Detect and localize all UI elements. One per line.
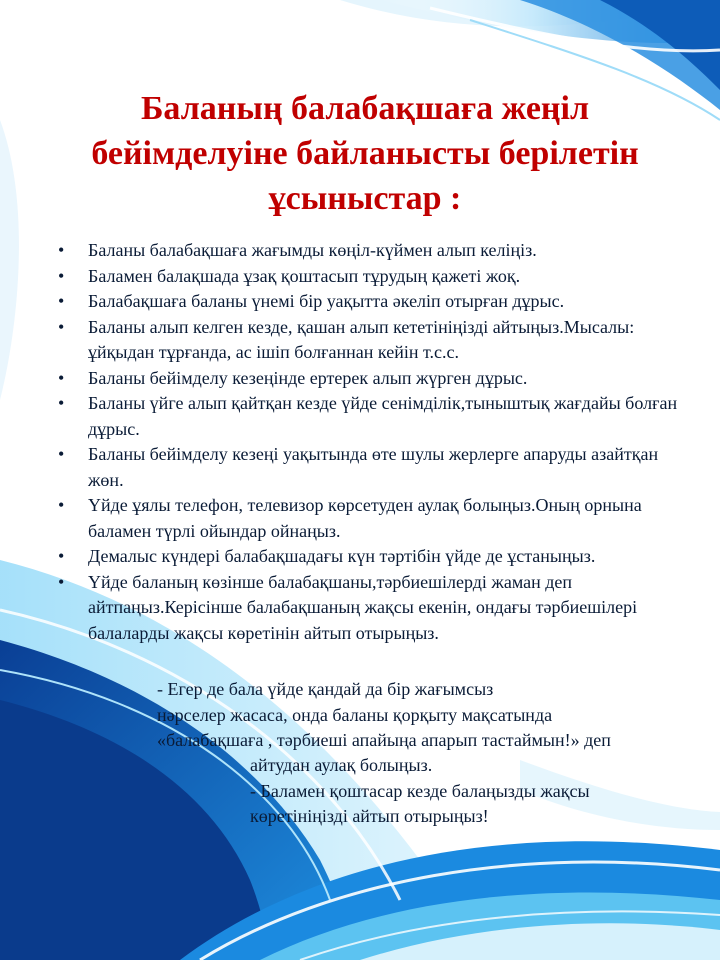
bullet-icon: • xyxy=(58,265,65,286)
list-item xyxy=(58,442,690,493)
page-title xyxy=(40,86,690,221)
bullet-icon: • xyxy=(58,240,65,260)
list-item-text: Үйде баланың көзінше балабақшаны,тәрбиешілерді жаман деп айтпаңыз.Керісінше балабақшаның жақсы екенін, ондағы тәрбиешілері балаларды жақсы көретінін айтып отырыңыз. xyxy=(88,571,638,643)
list-item-text: Баланы бейімделу кезеңінде ертерек алып жүрген дұрыс. xyxy=(88,367,528,388)
list-item-text: Баланы бейімделу кезеңі уақытында өте шулы жерлерге апаруды азайтқан жөн. xyxy=(88,444,659,490)
bullet-icon: • xyxy=(58,393,65,413)
note-line: «балабақшаға , тәрбиеші апайыңа апарып тастаймын!» деп xyxy=(157,730,611,750)
recommendation-list xyxy=(58,238,690,646)
bullet-icon: • xyxy=(58,444,65,464)
note-block-1 xyxy=(157,677,712,754)
note-line: - Егер де бала үйде қандай да бір жағымсыз xyxy=(157,679,494,699)
list-item xyxy=(58,391,690,442)
list-item xyxy=(58,366,690,392)
title-line: ұсыныстар : xyxy=(268,180,462,217)
list-item-text: Баламен балақшада ұзақ қоштасып тұрудың қажеті жоқ. xyxy=(88,265,521,286)
list-item xyxy=(58,315,690,366)
note-line: көретініңізді айтып отырыңыз! xyxy=(250,806,489,826)
list-item-text: Баланы алып келген кезде, қашан алып кететініңізді айтыңыз.Мысалы: ұйқыдан тұрғанда, ас ішіп болғаннан кейін т.с.с. xyxy=(88,316,635,362)
list-item-text: Баланы үйге алып қайтқан кезде үйде сенімділік,тыныштық жағдайы болған дұрыс. xyxy=(88,393,678,439)
list-item xyxy=(58,570,690,647)
list-item-text: Демалыс күндері балабақшадағы күн тәртібін үйде де ұстаныңыз. xyxy=(88,546,596,566)
bullet-icon: • xyxy=(58,316,65,337)
note-block-2 xyxy=(250,753,690,830)
list-item xyxy=(58,493,690,544)
bullet-icon: • xyxy=(58,367,65,388)
list-item-text: Балабақшаға баланы үнемі бір уақытта әкеліп отырған дұрыс. xyxy=(88,291,565,311)
note-line: нәрселер жасаса, онда баланы қорқыту мақсатында xyxy=(157,704,553,725)
list-item-text: Баланы балабақшаға жағымды көңіл-күймен алып келіңіз. xyxy=(88,240,537,260)
list-item-text: Үйде ұялы телефон, телевизор көрсетуден аулақ болыңыз.Оның орнына баламен түрлі ойындар ойнаңыз. xyxy=(88,495,642,541)
list-item xyxy=(58,544,690,570)
note-line: - Баламен қоштасар кезде балаңызды жақсы xyxy=(250,780,590,801)
bullet-icon: • xyxy=(58,291,65,311)
list-item xyxy=(58,264,690,290)
list-item xyxy=(58,289,690,315)
note-line: айтудан аулақ болыңыз. xyxy=(250,755,433,775)
bullet-icon: • xyxy=(58,495,65,515)
list-item xyxy=(58,238,690,264)
bullet-icon: • xyxy=(58,571,65,592)
bullet-icon: • xyxy=(58,546,65,566)
title-line: Баланың балабақшаға жеңіл xyxy=(140,90,590,127)
title-line: бейімделуіне байланысты берілетін xyxy=(91,135,639,172)
